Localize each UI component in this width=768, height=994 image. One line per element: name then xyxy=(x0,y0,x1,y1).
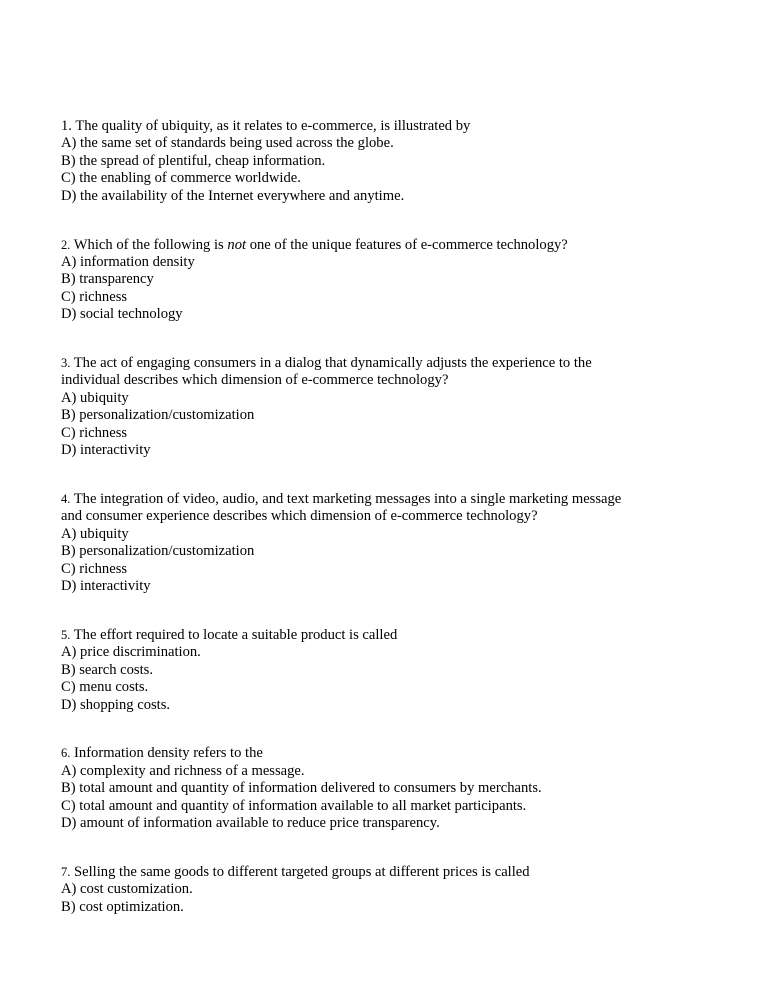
question-stem xyxy=(61,627,741,644)
option-b: B) personalization/customization xyxy=(61,407,255,424)
question-number: 5. xyxy=(61,627,71,642)
option-c: C) richness xyxy=(61,560,128,577)
option-a: A) cost customization. xyxy=(61,881,193,898)
stem-text: individual describes which dimension of e-commerce technology? xyxy=(61,372,449,389)
question-stem xyxy=(61,864,741,881)
option-b: B) search costs. xyxy=(61,661,153,678)
option-a: A) complexity and richness of a message. xyxy=(61,762,305,779)
question-stem xyxy=(61,118,741,135)
stem-text: Which of the following is xyxy=(73,236,228,253)
question-7 xyxy=(61,864,741,916)
stem-emphasis: not xyxy=(227,236,247,253)
question-5 xyxy=(61,627,741,714)
question-number: 7. xyxy=(61,865,71,879)
question-number: 6. xyxy=(61,746,71,761)
question-3 xyxy=(61,355,741,459)
question-number: 1. xyxy=(61,118,72,134)
stem-text: Selling the same goods to different targeted groups at different prices is called xyxy=(74,864,530,880)
option-a: A) the same set of standards being used across the globe. xyxy=(61,135,394,152)
question-stem xyxy=(61,491,741,508)
question-2 xyxy=(61,237,741,324)
question-1 xyxy=(61,118,741,205)
option-d: D) shopping costs. xyxy=(61,696,171,713)
option-c: C) menu costs. xyxy=(61,679,149,696)
option-a: A) price discrimination. xyxy=(61,644,201,661)
stem-text: one of the unique features of e-commerce technology? xyxy=(246,236,568,253)
question-number: 3. xyxy=(61,356,71,371)
question-number: 2. xyxy=(61,237,71,252)
option-a: A) information density xyxy=(61,253,195,270)
question-stem xyxy=(61,745,741,762)
stem-text: Information density refers to the xyxy=(74,745,263,762)
option-b: B) the spread of plentiful, cheap information. xyxy=(61,152,326,169)
question-stem xyxy=(61,237,741,254)
option-b: B) total amount and quantity of information delivered to consumers by merchants. xyxy=(61,780,542,797)
option-b: B) personalization/customization xyxy=(61,543,255,560)
option-c: C) the enabling of commerce worldwide. xyxy=(61,170,301,187)
stem-text: The integration of video, audio, and text marketing messages into a single marketing message xyxy=(73,491,622,507)
option-a: A) ubiquity xyxy=(61,525,129,542)
option-d: D) interactivity xyxy=(61,442,151,459)
stem-text: The effort required to locate a suitable product is called xyxy=(73,626,398,643)
question-6 xyxy=(61,745,741,832)
option-d: D) interactivity xyxy=(61,578,151,595)
stem-text: The act of engaging consumers in a dialog that dynamically adjusts the experience to the xyxy=(73,355,592,372)
stem-text: and consumer experience describes which dimension of e-commerce technology? xyxy=(61,508,538,525)
question-4 xyxy=(61,491,741,595)
option-a: A) ubiquity xyxy=(61,389,129,406)
question-stem xyxy=(61,355,741,372)
document-page xyxy=(61,118,741,948)
option-d: D) amount of information available to reduce price transparency. xyxy=(61,815,440,832)
option-c: C) total amount and quantity of information available to all market participants. xyxy=(61,797,527,814)
option-c: C) richness xyxy=(61,288,128,305)
option-d: D) social technology xyxy=(61,306,183,323)
question-number: 4. xyxy=(61,492,71,506)
stem-text: The quality of ubiquity, as it relates to e-commerce, is illustrated by xyxy=(75,118,471,134)
option-d: D) the availability of the Internet everywhere and anytime. xyxy=(61,187,405,204)
option-c: C) richness xyxy=(61,424,128,441)
option-b: B) transparency xyxy=(61,271,154,288)
option-b: B) cost optimization. xyxy=(61,898,184,915)
